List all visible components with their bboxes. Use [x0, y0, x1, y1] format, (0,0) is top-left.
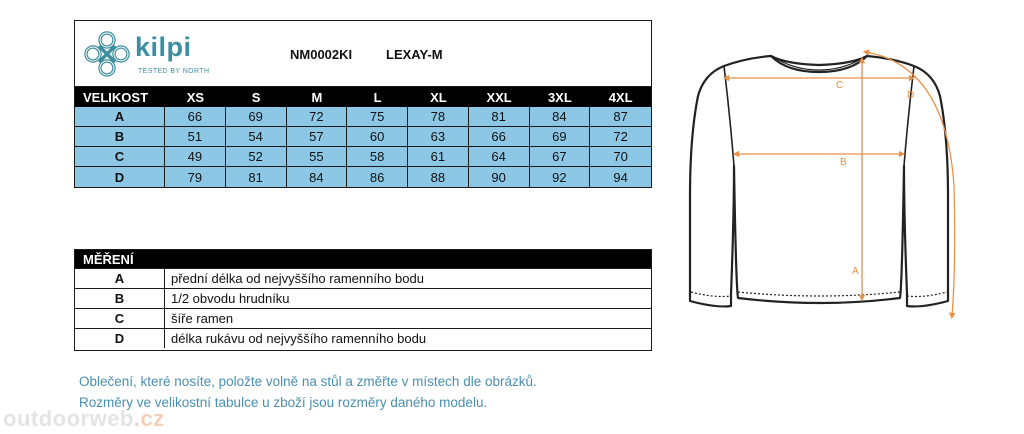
size-cell: 69: [226, 107, 287, 127]
measurement-description: 1/2 obvodu hrudníku: [171, 291, 290, 306]
size-column-header: 3XL: [547, 89, 572, 105]
size-row-label: C: [75, 147, 165, 167]
watermark-tld: .cz: [133, 406, 165, 431]
size-cell: 63: [408, 127, 469, 147]
size-cell: 84: [287, 167, 348, 187]
size-row-label: D: [75, 167, 165, 187]
measurement-legend-table: [74, 249, 652, 351]
brand-tagline: TESTED BY NORTH: [138, 68, 210, 75]
label-c: C: [836, 80, 844, 91]
size-column-header: 4XL: [608, 89, 633, 105]
size-cell: 51: [165, 127, 226, 147]
label-a: A: [852, 266, 859, 277]
size-cell: 49: [165, 147, 226, 167]
size-cell: 70: [590, 147, 651, 167]
size-row-label: B: [75, 127, 165, 147]
size-cell: 69: [530, 127, 591, 147]
watermark: [3, 406, 165, 432]
measurement-description: přední délka od nejvyššího ramenního bodu: [171, 271, 424, 286]
brand-logo: [83, 28, 213, 80]
size-column-header: XL: [430, 89, 447, 105]
size-chart-header: [75, 21, 651, 87]
measurement-description: šíře ramen: [171, 311, 234, 326]
brand-name: kilpi: [135, 32, 192, 62]
size-cell: 66: [165, 107, 226, 127]
size-chart-table: [74, 20, 652, 188]
size-cell: 72: [590, 127, 651, 147]
measurement-row: [75, 308, 651, 328]
shirt-measurement-diagram: [676, 36, 966, 326]
size-cell: 81: [226, 167, 287, 187]
measurement-arrows: [726, 52, 955, 316]
size-cell: 94: [613, 169, 628, 185]
label-d: D: [907, 90, 915, 101]
size-column-header: M: [311, 89, 323, 105]
instruction-note: Rozměry ve velikostní tabulce u zboží jsou rozměry daného modelu.: [79, 395, 488, 410]
size-column-header: XXL: [486, 89, 512, 105]
measurement-row: [75, 328, 651, 348]
size-column-header: XS: [186, 89, 205, 105]
measurement-key: D: [75, 329, 165, 348]
size-column-header: L: [373, 89, 382, 105]
size-cell: 90: [469, 167, 530, 187]
size-cell: 87: [590, 107, 651, 127]
size-column-header: S: [251, 89, 261, 105]
size-cell: 67: [530, 147, 591, 167]
size-cell: 88: [408, 167, 469, 187]
size-cell: 58: [347, 147, 408, 167]
size-cell: 64: [469, 147, 530, 167]
size-cell: 81: [469, 107, 530, 127]
measurement-key: B: [75, 289, 165, 308]
size-cell: 55: [287, 147, 348, 167]
size-header-row: [75, 87, 651, 107]
size-header-label: VELIKOST: [83, 89, 149, 105]
measurement-key: A: [75, 269, 165, 288]
size-cell: 92: [530, 167, 591, 187]
measurement-row: [75, 288, 651, 308]
product-model: LEXAY-M: [386, 47, 443, 62]
measurement-header: MĚŘENÍ: [75, 250, 651, 268]
size-cell: 72: [287, 107, 348, 127]
size-value-rows: [75, 107, 651, 187]
size-cell: 75: [347, 107, 408, 127]
size-cell: 57: [287, 127, 348, 147]
product-code: NM0002KI: [290, 47, 353, 62]
instruction-note: Oblečení, které nosíte, položte volně na stůl a změřte v místech dle obrázků.: [79, 374, 537, 389]
size-cell: 78: [408, 107, 469, 127]
size-cell: 66: [469, 127, 530, 147]
measurement-description: délka rukávu od nejvyššího ramenního bodu: [171, 331, 427, 346]
size-cell: 86: [347, 167, 408, 187]
size-cell: 52: [226, 147, 287, 167]
measurement-key: C: [75, 309, 165, 328]
size-cell: 54: [226, 127, 287, 147]
size-cell: 61: [408, 147, 469, 167]
watermark-main: outdoorweb: [3, 406, 134, 431]
measurement-row: [75, 268, 651, 288]
size-row-label: A: [75, 107, 165, 127]
label-b: B: [840, 157, 847, 168]
kilpi-knot-icon: [83, 30, 131, 78]
size-cell: 84: [530, 107, 591, 127]
size-cell: 60: [347, 127, 408, 147]
size-cell: 79: [165, 167, 226, 187]
